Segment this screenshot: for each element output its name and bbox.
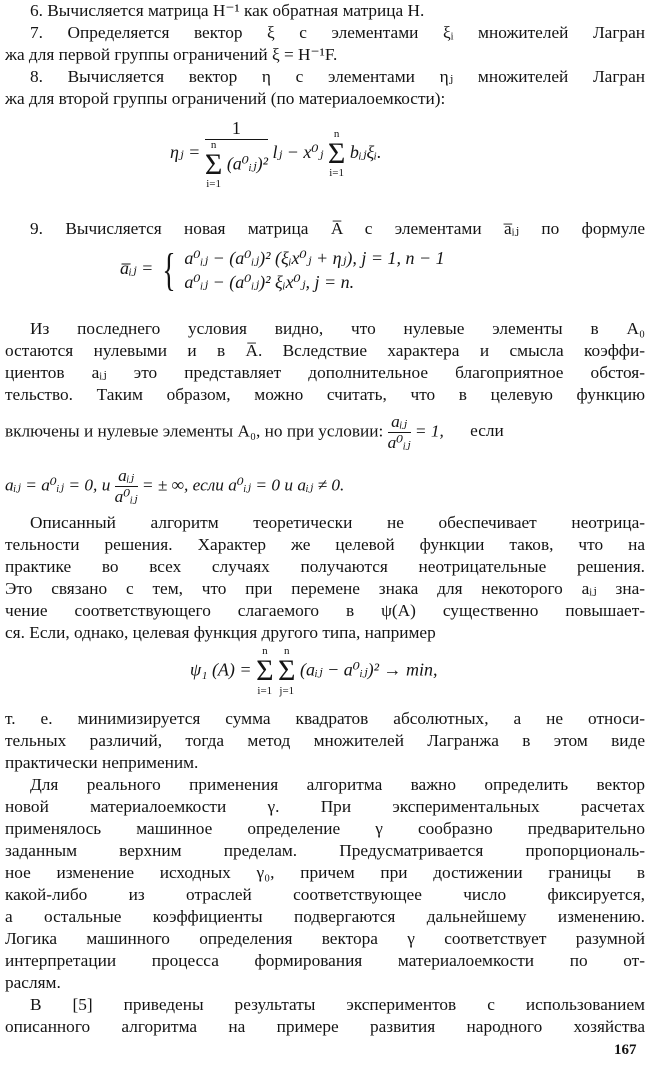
para2-line1: Описанный алгоритм теоретически не обеспечивает неотрица-: [30, 513, 645, 532]
para4-line3: применялось машинное определение γ сообразно предварительно: [5, 819, 645, 838]
sum-sign: n Σ i=1: [327, 127, 346, 180]
formula-eta-mid: lⱼ − x⁰ⱼ: [272, 142, 324, 163]
step-6: 6. Вычисляется матрица H⁻¹ как обратная матрица H.: [30, 1, 425, 20]
formula-abar: [120, 246, 445, 294]
para4-line5: ное изменение исходных γ₀, причем при достижении границы в: [5, 863, 645, 882]
formula-eta-num: 1: [205, 118, 268, 140]
formula-abar-lhs: a̅ᵢⱼ =: [120, 258, 154, 279]
para4-line10: раслям.: [5, 973, 61, 992]
condition-2-prefix: aᵢⱼ = a⁰ᵢⱼ = 0, и: [5, 475, 111, 495]
left-brace: {: [162, 244, 176, 295]
step-7-cont: жа для первой группы ограничений ξ = H⁻¹F.: [5, 45, 338, 64]
para5-line2: описанного алгоритма на примере развития народного хозяйства: [5, 1017, 645, 1036]
para3-line3: практически неприменим.: [5, 753, 199, 772]
step-8: 8. Вычисляется вектор η с элементами ηⱼ множителей Лагран: [30, 67, 645, 86]
formula-eta-den: n Σ i=1 (a⁰ᵢⱼ)²: [204, 138, 269, 191]
sum-sign: n Σ j=1: [278, 645, 296, 697]
para4-line7: а остальные коэффициенты подвергаются дальнейшему изменению.: [5, 907, 645, 926]
condition-1-rel: = 1,: [414, 421, 444, 441]
formula-abar-case1: a⁰ᵢⱼ − (a⁰ᵢⱼ)² (ξᵢx⁰ⱼ + ηⱼ), j = 1, n − 1: [184, 248, 445, 268]
step-8-cont: жа для второй группы ограничений (по материалоемкости):: [5, 89, 446, 108]
condition-1-fraction: $\frac{\text{aᵢⱼ}}{\text{a⁰ᵢⱼ}}$: [387, 412, 411, 452]
formula-abar-case2: a⁰ᵢⱼ − (a⁰ᵢⱼ)² ξᵢx⁰ⱼ, j = n.: [184, 272, 355, 292]
condition-line-2: [5, 466, 344, 507]
para1-line3: циентов aᵢⱼ это представляет дополнительное благоприятное обстоя-: [5, 363, 645, 382]
para4-line6: какой-либо из отраслей соответствующее число фиксируется,: [5, 885, 645, 904]
step-7: 7. Определяется вектор ξ с элементами ξᵢ множителей Лагран: [30, 23, 645, 42]
para4-line4: заданным верхним пределам. Предусматривается пропорциональ-: [5, 841, 645, 860]
page-number: 167: [614, 1042, 637, 1058]
formula-eta-fraction: [205, 118, 268, 190]
step-9: 9. Вычисляется новая матрица A̅ с элементами a̅ᵢⱼ по формуле: [30, 219, 645, 238]
para3-line2: тельных различий, тогда метод множителей Лагранжа в этом виде: [5, 731, 645, 750]
condition-2-fraction: $\frac{\text{aᵢⱼ}}{\text{a⁰ᵢⱼ}}$: [114, 466, 138, 506]
formula-abar-cases: [184, 246, 444, 294]
para4-line9: интерпретации процесса формирования материалоемкости по от-: [5, 951, 645, 970]
para2-line5: чение соответствующего слагаемого в ψ(A) существенно повышает-: [5, 601, 645, 620]
formula-eta-tail: bᵢⱼξᵢ.: [349, 142, 382, 163]
formula-psi-lhs: ψ₁ (A) =: [190, 659, 252, 680]
para1-line4: тельство. Таким образом, можно считать, что в целевую функцию: [5, 385, 645, 404]
para1-line2: остаются нулевыми и в A̅. Вследствие характера и смысла коэффи-: [5, 341, 645, 360]
para2-line3: практике во всех случаях получаются неотрицательные решения.: [5, 557, 645, 576]
para5-line1: В [5] приведены результаты экспериментов с использованием: [30, 995, 645, 1014]
formula-psi-body: (aᵢⱼ − a⁰ᵢⱼ)² → min,: [300, 659, 438, 680]
para4-line1: Для реального применения алгоритма важно определить вектор: [30, 775, 645, 794]
formula-psi: [190, 646, 437, 697]
condition-1-suffix: если: [470, 421, 504, 441]
para3-line1: т. е. минимизируется сумма квадратов абсолютных, а не относи-: [5, 709, 645, 728]
formula-eta-lhs: ηⱼ =: [170, 142, 201, 163]
sum-sign: n Σ i=1: [256, 645, 274, 697]
para1-line1: Из последнего условия видно, что нулевые элементы в A₀: [30, 319, 645, 338]
para2-line6: ся. Если, однако, целевая функция другого типа, например: [5, 623, 436, 642]
para2-line4: Это связано с тем, что при перемене знака для некоторого aᵢⱼ зна-: [5, 579, 645, 598]
condition-1-prefix: включены и нулевые элементы A₀, но при условии:: [5, 421, 384, 441]
sum-sign: n Σ i=1: [204, 138, 223, 191]
condition-2-rel: = ± ∞, если a⁰ᵢⱼ = 0 и aᵢⱼ ≠ 0.: [141, 475, 345, 495]
para2-line2: тельности решения. Характер же целевой функции таков, что на: [5, 535, 645, 554]
condition-line-1: [5, 412, 504, 453]
para4-line8: Логика машинного определения вектора γ соответствует разумной: [5, 929, 645, 948]
formula-eta: [170, 118, 382, 190]
para4-line2: новой материалоемкости γ. При экспериментальных расчетах: [5, 797, 645, 816]
